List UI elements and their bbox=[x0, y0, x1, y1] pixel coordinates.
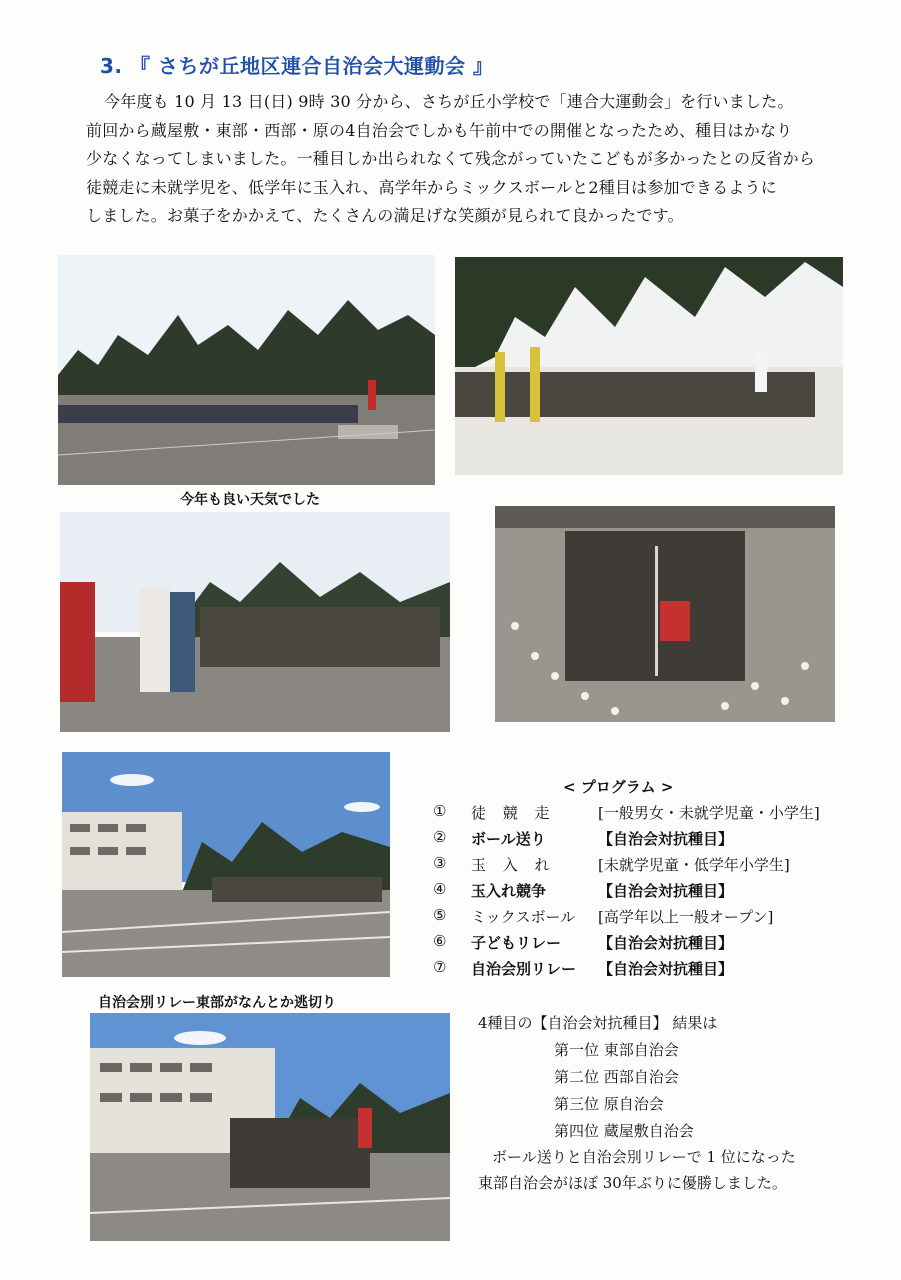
program-number: ① bbox=[433, 802, 447, 820]
program-event: 子どもリレー bbox=[471, 934, 562, 952]
program-number: ⑦ bbox=[433, 958, 447, 976]
program-category: [高学年以上一般オープン] bbox=[598, 908, 774, 926]
program-number: ② bbox=[433, 828, 447, 846]
program-list bbox=[433, 802, 873, 984]
program-number: ⑥ bbox=[433, 932, 447, 950]
program-category: [一般男女・未就学児童・小学生] bbox=[598, 804, 820, 822]
results-rank: 第二位 西部自治会 bbox=[554, 1068, 679, 1086]
intro-paragraph bbox=[86, 88, 826, 231]
program-item bbox=[433, 828, 873, 854]
results-summary-line: 東部自治会がほぼ 30年ぶりに優勝しました。 bbox=[478, 1174, 787, 1192]
photo-relay-start bbox=[62, 752, 390, 977]
program-category: 【自治会対抗種目】 bbox=[598, 830, 734, 848]
section-heading: 3. 『 さちが丘地区連合自治会大運動会 』 bbox=[100, 54, 494, 78]
program-item bbox=[433, 880, 873, 906]
program-number: ⑤ bbox=[433, 906, 447, 924]
intro-line: 今年度も 10 月 13 日(日) 9時 30 分から、さちが丘小学校で「連合大運動会」を行いました。 bbox=[104, 92, 794, 111]
photo-opening-crowd bbox=[455, 257, 843, 475]
results-lead: 4種目の【自治会対抗種目】 結果は bbox=[478, 1014, 718, 1032]
program-event: 自治会別リレー bbox=[471, 960, 577, 978]
intro-line: 前回から蔵屋敷・東部・西部・原の4自治会でしかも午前中での開催となったため、種目はかなり bbox=[86, 120, 793, 140]
photo-ball-passing bbox=[60, 512, 450, 732]
program-number: ③ bbox=[433, 854, 447, 872]
photo-ball-toss bbox=[495, 506, 835, 722]
photo-caption-weather: 今年も良い天気でした bbox=[180, 492, 320, 508]
program-item bbox=[433, 906, 873, 932]
program-event: ボール送り bbox=[471, 830, 546, 848]
program-item bbox=[433, 958, 873, 984]
program-category: [未就学児童・低学年小学生] bbox=[598, 856, 790, 874]
program-event: 徒 競 走 bbox=[471, 804, 556, 822]
program-category: 【自治会対抗種目】 bbox=[598, 934, 734, 952]
program-item bbox=[433, 932, 873, 958]
program-event: 玉入れ競争 bbox=[471, 882, 547, 900]
results-rank: 第一位 東部自治会 bbox=[554, 1041, 679, 1059]
intro-line: 少なくなってしまいました。一種目しか出られなくて残念がっていたこどもが多かったとの反省から bbox=[86, 149, 816, 168]
results-summary-line: ボール送りと自治会別リレーで 1 位になった bbox=[492, 1148, 796, 1166]
program-item bbox=[433, 802, 873, 828]
photo-caption-relay: 自治会別リレー東部がなんとか逃切り bbox=[98, 995, 336, 1011]
photo-opening-field bbox=[58, 255, 435, 485]
photo-relay-finish bbox=[90, 1013, 450, 1241]
program-item bbox=[433, 854, 873, 880]
program-number: ④ bbox=[433, 880, 447, 898]
intro-line: 徒競走に未就学児を、低学年に玉入れ、高学年からミックスボールと2種目は参加できるように bbox=[86, 177, 777, 197]
program-title: < プログラム > bbox=[563, 778, 674, 796]
intro-line: しました。お菓子をかかえて、たくさんの満足げな笑顔が見られて良かったです。 bbox=[86, 206, 684, 225]
program-event: ミックスボール bbox=[471, 908, 576, 926]
results-rank: 第三位 原自治会 bbox=[554, 1095, 664, 1113]
program-category: 【自治会対抗種目】 bbox=[598, 882, 734, 900]
program-category: 【自治会対抗種目】 bbox=[598, 960, 734, 978]
program-event: 玉 入 れ bbox=[471, 856, 556, 874]
results-rank: 第四位 蔵屋敷自治会 bbox=[554, 1122, 694, 1140]
